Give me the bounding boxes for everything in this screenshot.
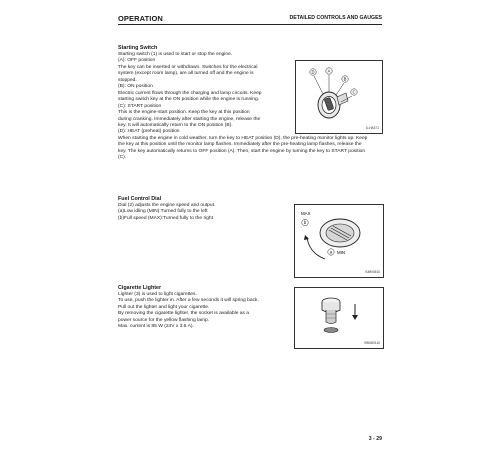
text-line: Max. current is 85 W (24V x 3.5 A). <box>118 324 194 330</box>
text-line: When starting the engine in cold weather, turn the key to HEAT position (D), the pre-heating monitor lights up. Keep <box>118 136 368 141</box>
cigarette-lighter-title: Cigarette Lighter <box>118 285 162 291</box>
text-line: during cranking. Immediately after starting the engine, release the <box>118 116 261 122</box>
cigarette-lighter-figure-code: 9WN00110 <box>364 341 380 345</box>
text-line: starting switch key at the ON position while the engine is running. <box>118 97 260 103</box>
text-line: (C). <box>118 155 127 161</box>
header-section: OPERATION <box>118 14 163 23</box>
text-line: key. It will automatically return to the ON position (B). <box>118 122 233 128</box>
starting-switch-title: Starting Switch <box>118 45 158 51</box>
text-line: power source for the yellow flashing lamp. <box>118 317 210 323</box>
switch-label-a: A <box>327 68 331 74</box>
dial-max-label: MAX <box>301 211 311 216</box>
text-line: This is the engine-start position. Keep the key at this position <box>118 110 250 116</box>
text-line: key. The key automatically returns to OFF position (A). Then, start the engine by turning the key to START position <box>118 148 366 154</box>
page-number: 3 - 29 <box>368 436 382 442</box>
text-line: (a)Low idling (MIN):Turned fully to the left <box>118 209 208 215</box>
fuel-dial-title: Fuel Control Dial <box>118 196 162 202</box>
text-line: (b)Full speed (MAX):Turned fully to the right <box>118 215 213 221</box>
fuel-dial-figure <box>294 204 384 278</box>
text-line: stopped. <box>118 77 137 83</box>
header-rule <box>118 24 382 25</box>
text-line: To use, push the lighter in. After a few seconds it will spring back. <box>118 298 259 304</box>
dial-label-b: b <box>303 220 307 225</box>
text-line: (C): START position <box>118 103 162 109</box>
header-chapter: DETAILED CONTROLS AND GAUGES <box>289 15 382 21</box>
text-line: (B): ON position <box>118 84 153 90</box>
text-line: Pull out the lighter and light your cigarette. <box>118 304 210 310</box>
text-line: (A): OFF position <box>118 58 156 64</box>
text-line: (D): HEAT (preheat) position <box>118 129 180 135</box>
text-line: the key at this position until the monitor lamp flashes. Immediately after the pre-heating lamp flashes, release the <box>118 142 362 148</box>
text-line: Electric current flows through the charging and lamp circuits. Keep <box>118 90 262 96</box>
starting-switch-figure <box>295 60 383 134</box>
fuel-dial-figure-code: 9JM00610 <box>365 270 380 274</box>
switch-label-d: D <box>311 69 315 75</box>
starting-switch-figure-code: 1LHA371 <box>365 126 379 130</box>
text-line: system (except room lamp), are all turned off and the engine is <box>118 71 254 77</box>
text-line: Starting switch (1) is used to start or stop the engine. <box>118 52 233 57</box>
text-line: Lighter (3) is used to light cigarettes. <box>118 292 197 297</box>
text-line: The key can be inserted or withdrawn. Switches for the electrical <box>118 64 258 70</box>
text-line: Dial (2) adjusts the engine speed and output. <box>118 203 216 208</box>
dial-label-a: a <box>329 249 333 255</box>
switch-label-b: B <box>343 76 347 82</box>
switch-label-c: C <box>352 89 356 95</box>
text-line: By removing the cigarette lighter, the socket is available as a <box>118 311 250 317</box>
dial-min-label: MIN <box>337 250 346 255</box>
cigarette-lighter-figure <box>294 287 384 349</box>
